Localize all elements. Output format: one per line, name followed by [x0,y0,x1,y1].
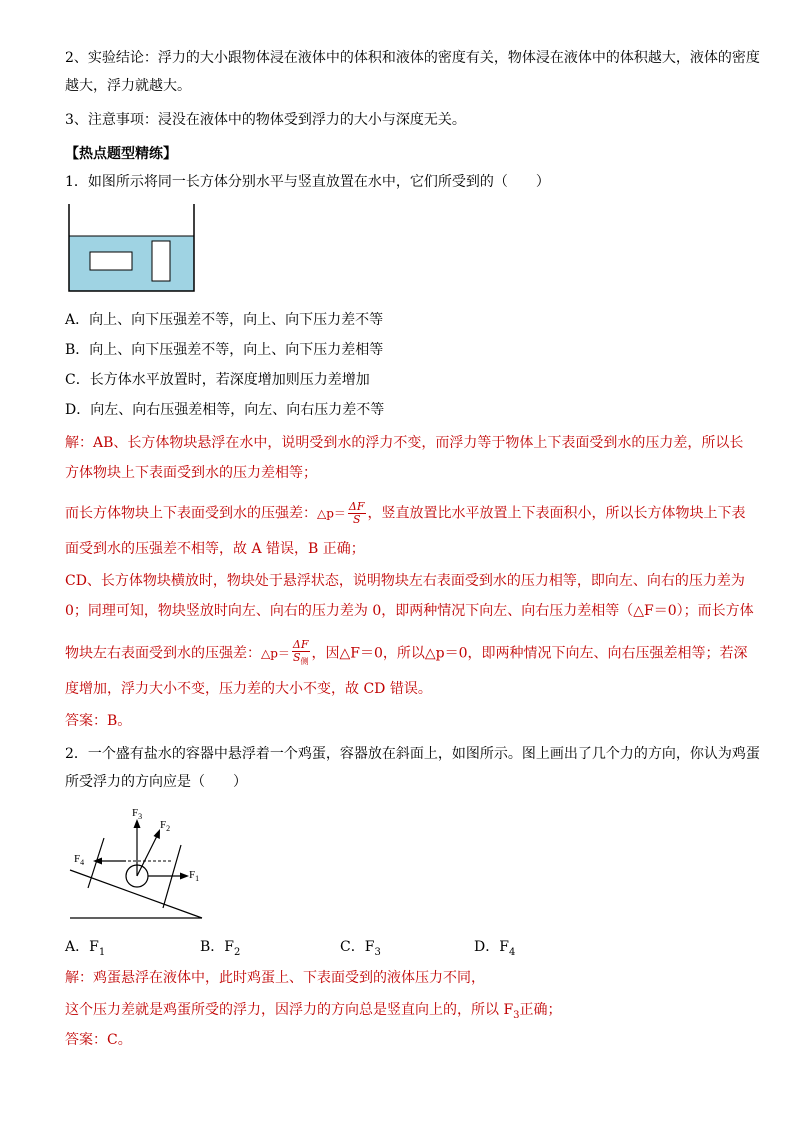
q2-option-b: B．$F_2$ [200,939,241,958]
q1-option-c: C．长方体水平放置时，若深度增加则压力差增加 [65,372,370,388]
q2-stem-1: 2．一个盛有盐水的容器中悬浮着一个鸡蛋，容器放在斜面上，如图所示。图上画出了几个力的方向，你认为鸡蛋 [65,746,760,762]
q2-option-c: C．$F_3$ [340,939,381,958]
q1-answer: 答案：B。 [65,713,132,729]
q1-figure-tank [68,204,198,299]
delta-p-eq-2: △p＝ [261,646,290,661]
force-f2-arrow [137,834,158,876]
q1-solution-8: 度增加，浮力大小不变，压力差的大小不变，故 CD 错误。 [65,681,432,697]
label-f1: $F_1$ [189,869,200,883]
delta-p-eq: △p＝ [317,506,346,521]
q1-solution-2: 方体物块上下表面受到水的压力差相等； [65,465,317,481]
conclusion-line-1: 2、实验结论：浮力的大小跟物体浸在液体中的体积和液体的密度有关，物体浸在液体中的体积越大，液体的密度 [65,50,760,66]
q1-option-a: A．向上、向下压强差不等，向上、向下压力差不等 [65,312,384,328]
q2-solution-2: 这个压力差就是鸡蛋所受的浮力，因浮力的方向总是竖直向上的，所以 $F_3$正确； [65,1002,562,1021]
q1-solution-6: 0；同理可知，物块竖放时向左、向右的压力差为 0，即两种情况下向左、向右压力差相等（△F＝0）；而长方体 [65,603,754,619]
q1-option-d: D．向左、向右压强差相等，向左、向右压力差不等 [65,402,385,418]
q1-solution-5: CD、长方体物块横放时，物块处于悬浮状态，说明物块左右表面受到水的压力相等，即向左、向右的压力差为 [65,573,745,589]
q2-option-a: A．$F_1$ [65,939,106,958]
q2-solution-1: 解：鸡蛋悬浮在液体中，此时鸡蛋上、下表面受到的液体压力不同， [65,970,485,986]
q1-solution-4: 面受到水的压强差不相等，故 A 错误，B 正确； [65,541,365,557]
section-heading: 【热点题型精练】 [65,146,177,162]
q2-option-d: D．$F_4$ [474,939,516,958]
fraction-df-s: $\frac{\Delta F}{S}$ [348,500,365,526]
label-f4: $F_4$ [74,853,85,867]
q1-solution-3: 而长方体物块上下表面受到水的压强差：△p＝ $\frac{\Delta F}{S}$ ，竖直放置比水平放置上下表面积小，所以长方体物块上下表 [65,500,746,526]
fraction-df-s-side: $\frac{\Delta F}{S_侧}$ [292,638,309,667]
q2-stem-2: 所受浮力的方向应是（ ） [65,774,247,790]
label-f2: $F_2$ [160,819,171,833]
notice-line: 3、注意事项：浸没在液体中的物体受到浮力的大小与深度无关。 [65,112,466,128]
q1-stem: 1．如图所示将同一长方体分别水平与竖直放置在水中，它们所受到的（ ） [65,174,550,190]
q2-figure-incline [68,802,218,922]
q1-solution-1: 解：AB、长方体物块悬浮在水中，说明受到水的浮力不变，而浮力等于物体上下表面受到水的压力差，所以长 [65,435,744,451]
block-vertical [152,241,170,281]
q1-option-b: B．向上、向下压强差不等，向上、向下压力差相等 [65,342,384,358]
q2-answer: 答案：C。 [65,1032,132,1048]
q1-solution-7: 物块左右表面受到水的压强差：△p＝ $\frac{\Delta F}{S_侧}$ ，因△F＝0，所以△p＝0，即两种情况下向左、向右压强差相等；若深 [65,638,748,667]
label-f3: $F_3$ [132,807,143,821]
conclusion-line-2: 越大，浮力就越大。 [65,78,191,94]
block-horizontal [90,252,132,270]
f1-arrowhead [180,873,189,880]
